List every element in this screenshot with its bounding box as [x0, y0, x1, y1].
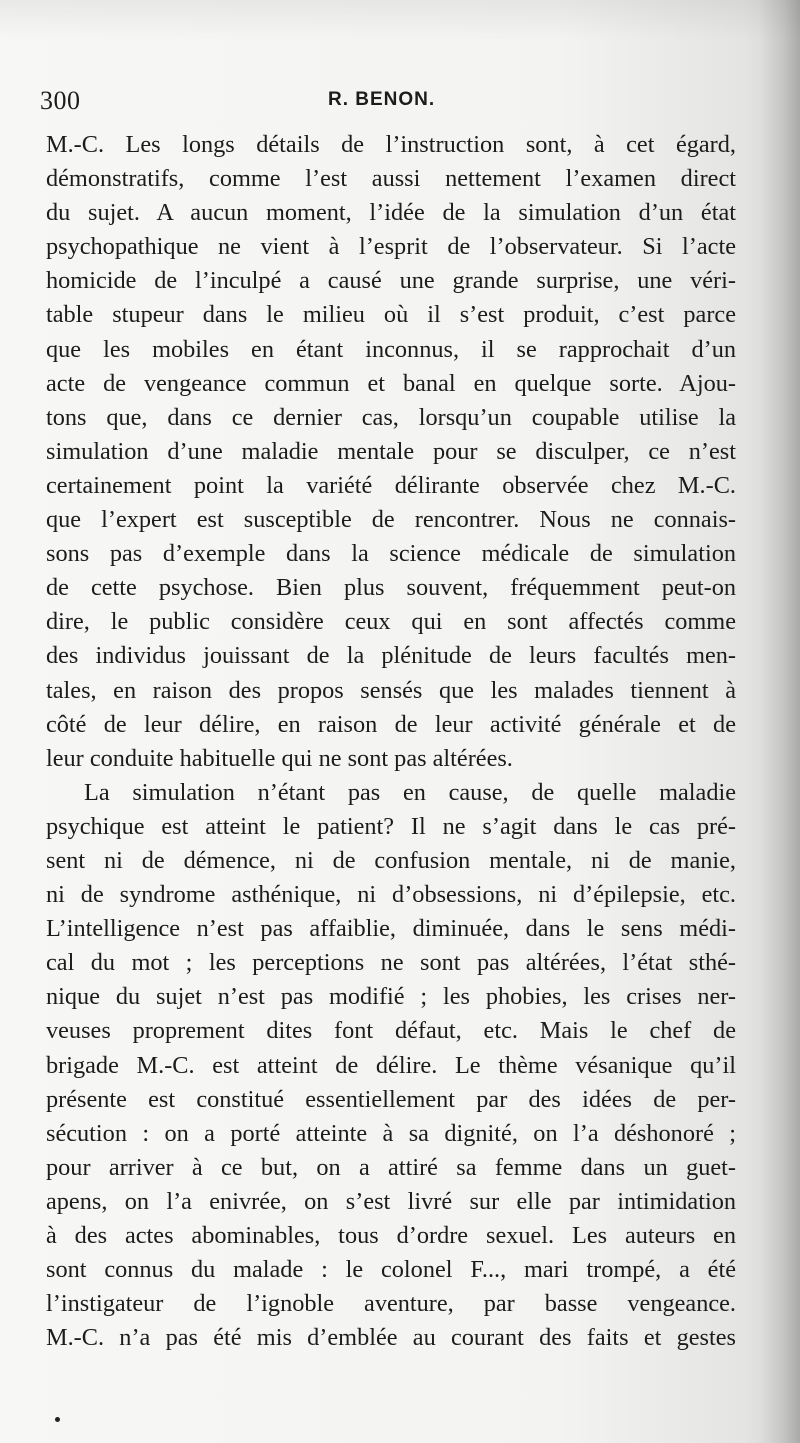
text-line: L’intelligence n’est pas affaiblie, diminuée, dans le sens médi- — [46, 915, 736, 943]
text-line: tons que, dans ce dernier cas, lorsqu’un coupable utilise la — [46, 403, 736, 431]
text-line: nique du sujet n’est pas modifié ; les phobies, les crises ner- — [46, 983, 736, 1011]
binding-edge-shadow — [760, 0, 800, 1443]
text-line: l’instigateur de l’ignoble aventure, par basse vengeance. — [46, 1290, 736, 1318]
text-line: côté de leur délire, en raison de leur activité générale et de — [46, 710, 736, 738]
text-line: homicide de l’inculpé a causé une grande surprise, une véri- — [46, 267, 736, 295]
text-line: sons pas d’exemple dans la science médicale de simulation — [46, 540, 736, 568]
text-line: psychique est atteint le patient? Il ne s’agit dans le cas pré- — [46, 812, 736, 840]
text-line: sécution : on a porté atteinte à sa dignité, on l’a déshonoré ; — [46, 1119, 736, 1147]
top-shadow — [0, 0, 800, 40]
text-line: que les mobiles en étant inconnus, il se rapprochait d’un — [46, 335, 736, 363]
page-number: 300 — [40, 86, 81, 115]
text-line: sent ni de démence, ni de confusion mentale, ni de manie, — [46, 846, 736, 874]
running-head: R. BENON. — [328, 89, 436, 110]
text-line: que l’expert est susceptible de rencontrer. Nous ne connais- — [46, 506, 736, 534]
text-line: table stupeur dans le milieu où il s’est produit, c’est parce — [46, 301, 736, 329]
text-line: M.-C. Les longs détails de l’instruction sont, à cet égard, — [46, 131, 736, 158]
text-line: simulation d’une maladie mentale pour se disculper, ce n’est — [46, 437, 736, 465]
text-line: certainement point la variété délirante observée chez M.-C. — [46, 471, 736, 499]
text-line: ni de syndrome asthénique, ni d’obsessions, ni d’épilepsie, etc. — [46, 881, 736, 909]
print-speck — [55, 1417, 60, 1422]
text-line: des individus jouissant de la plénitude de leurs facultés men- — [46, 642, 736, 670]
text-line: apens, on l’a enivrée, on s’est livré sur elle par intimidation — [46, 1187, 736, 1215]
page-header — [40, 86, 740, 126]
paragraph-end-line: leur conduite habituelle qui ne sont pas altérées. — [46, 744, 513, 772]
text-line: démonstratifs, comme l’est aussi nettement l’examen direct — [46, 165, 736, 193]
text-line: présente est constitué essentiellement par des idées de per- — [46, 1085, 736, 1113]
body-text — [46, 128, 736, 1355]
text-line: M.-C. n’a pas été mis d’emblée au courant des faits et gestes — [46, 1324, 736, 1352]
text-line: sont connus du malade : le colonel F..., mari trompé, a été — [46, 1256, 736, 1284]
text-line: acte de vengeance commun et banal en quelque sorte. Ajou- — [46, 369, 736, 397]
text-line: dire, le public considère ceux qui en sont affectés comme — [46, 608, 736, 636]
text-line: psychopathique ne vient à l’esprit de l’observateur. Si l’acte — [46, 233, 736, 261]
text-line: de cette psychose. Bien plus souvent, fréquemment peut-on — [46, 574, 736, 602]
text-line: du sujet. A aucun moment, l’idée de la simulation d’un état — [46, 199, 736, 227]
text-line: brigade M.-C. est atteint de délire. Le thème vésanique qu’il — [46, 1051, 736, 1079]
paragraph-start-line: La simulation n’étant pas en cause, de quelle maladie — [84, 778, 736, 806]
text-line: à des actes abominables, tous d’ordre sexuel. Les auteurs en — [46, 1222, 736, 1249]
text-line: pour arriver à ce but, on a attiré sa femme dans un guet- — [46, 1153, 736, 1181]
text-line: veuses proprement dites font défaut, etc. Mais le chef de — [46, 1017, 736, 1045]
text-line: cal du mot ; les perceptions ne sont pas altérées, l’état sthé- — [46, 949, 736, 977]
text-line: tales, en raison des propos sensés que les malades tiennent à — [46, 676, 736, 704]
